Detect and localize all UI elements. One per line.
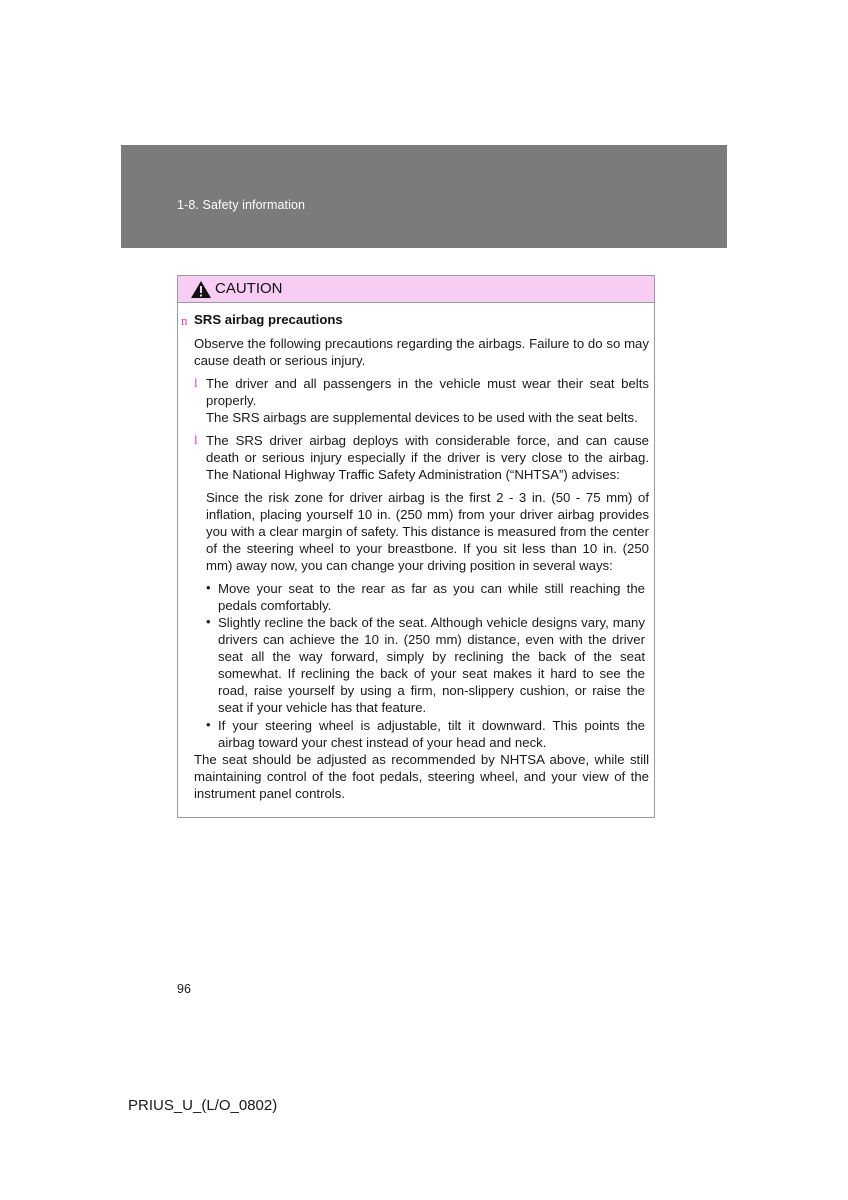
caution-header	[178, 276, 654, 303]
item-2-text: The SRS driver airbag deploys with considerable force, and can cause death or serious injury especially if the driver is very close to the airbag. The National Highway Traffic Safety Administration (“NHTSA”) advises:	[206, 433, 649, 482]
caution-label: CAUTION	[215, 280, 283, 297]
item-marker-2: l	[194, 432, 198, 447]
intro-paragraph: Observe the following precautions regarding the airbags. Failure to do so may cause death or serious injury.	[194, 336, 649, 368]
dot-marker-1: •	[206, 580, 211, 595]
way-1-text: Move your seat to the rear as far as you can while still reaching the pedals comfortably.	[218, 581, 645, 613]
item-1-note: The SRS airbags are supplemental devices to be used with the seat belts.	[206, 410, 638, 425]
section-heading: SRS airbag precautions	[194, 312, 343, 327]
closing-paragraph: The seat should be adjusted as recommended by NHTSA above, while still maintaining control of the foot pedals, steering wheel, and your view of the instrument panel controls.	[194, 752, 649, 801]
nhtsa-paragraph: Since the risk zone for driver airbag is the first 2 - 3 in. (50 - 75 mm) of inflation, placing yourself 10 in. (250 mm) from your driver airbag provides you with a clear margin of safety. This distance is measured from the center of the steering wheel to your breastbone. If you sit less than 10 in. (250 mm) away now, you can change your driving position in several ways:	[206, 490, 649, 573]
header-band	[121, 145, 727, 248]
caution-box	[177, 275, 655, 818]
section-title: 1-8. Safety information	[177, 198, 306, 212]
way-2-text: Slightly recline the back of the seat. Although vehicle designs vary, many drivers can achieve the 10 in. (250 mm) distance, even with the driver seat all the way forward, simply by reclining the back of the seat somewhat. If reclining the back of your seat makes it hard to see the road, raise yourself by using a firm, non-slippery cushion, or raise the seat if your vehicle has that feature.	[218, 615, 645, 715]
warning-triangle-icon	[190, 280, 212, 299]
document-code: PRIUS_U_(L/O_0802)	[128, 1097, 278, 1114]
item-1-text: The driver and all passengers in the vehicle must wear their seat belts properly.	[206, 376, 649, 408]
way-3-text: If your steering wheel is adjustable, tilt it downward. This points the airbag toward your chest instead of your head and neck.	[218, 718, 645, 750]
dot-marker-2: •	[206, 614, 211, 629]
item-marker-1: l	[194, 375, 198, 390]
page-number: 96	[177, 982, 191, 996]
section-bullet-marker: n	[181, 313, 188, 328]
dot-marker-3: •	[206, 717, 211, 732]
